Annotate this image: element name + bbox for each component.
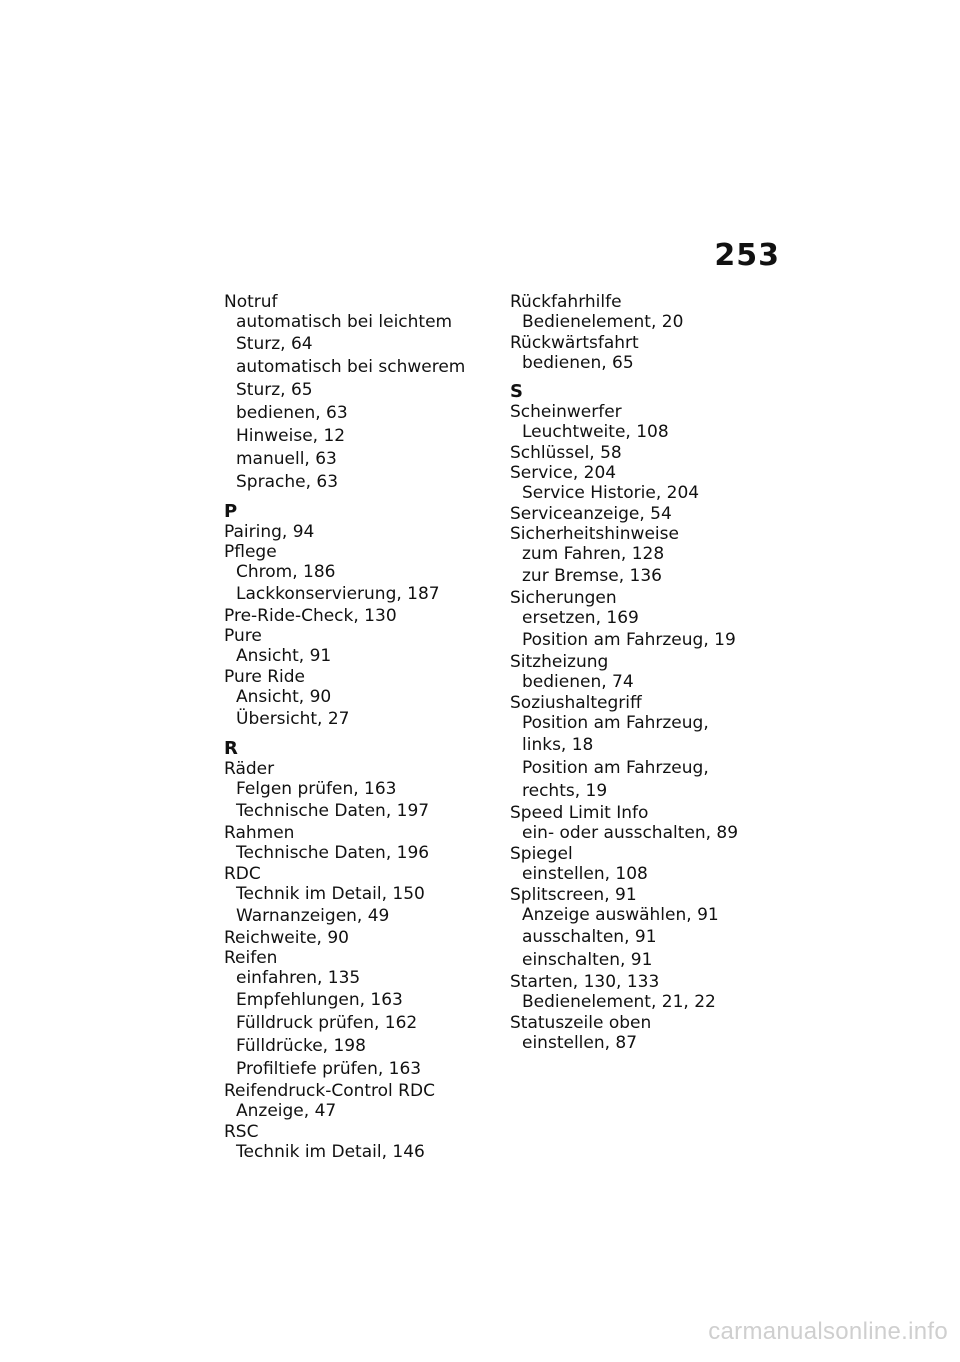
watermark: carmanualsonline.info	[708, 1318, 948, 1345]
index-entry: Spiegel	[510, 844, 573, 864]
index-section-letter: S	[510, 381, 523, 402]
index-subentry: Übersicht, 27	[236, 709, 350, 729]
index-subentry: Anzeige auswählen, 91	[522, 905, 719, 925]
index-subentry: einschalten, 91	[522, 950, 653, 970]
index-entry: Scheinwerfer	[510, 402, 622, 422]
index-entry: Sicherungen	[510, 588, 617, 608]
index-subentry: zur Bremse, 136	[522, 566, 662, 586]
index-subentry: Technische Daten, 197	[236, 801, 430, 821]
index-subentry: einstellen, 87	[522, 1033, 638, 1053]
index-subentry: Leuchtweite, 108	[522, 422, 669, 442]
index-subentry: einstellen, 108	[522, 864, 648, 884]
index-section-letter: P	[224, 501, 238, 522]
index-entry: Starten, 130, 133	[510, 972, 660, 992]
index-entry: Reifendruck-Control RDC	[224, 1081, 435, 1101]
index-entry: Pre-Ride-Check, 130	[224, 606, 397, 626]
index-column-left	[224, 292, 494, 1162]
index-subentry: Sturz, 65	[236, 380, 313, 400]
index-subentry: ersetzen, 169	[522, 608, 639, 628]
index-entry: Reifen	[224, 948, 278, 968]
page-number: 253	[714, 238, 780, 273]
index-subentry: Warnanzeigen, 49	[236, 906, 390, 926]
index-subentry: einfahren, 135	[236, 968, 361, 988]
index-subentry: Ansicht, 91	[236, 646, 332, 666]
index-subentry: ein- oder ausschalten, 89	[522, 823, 739, 843]
index-subentry: automatisch bei leichtem	[236, 312, 453, 332]
index-entry: Notruf	[224, 292, 278, 312]
index-subentry: links, 18	[522, 735, 594, 755]
index-subentry: ausschalten, 91	[522, 927, 657, 947]
index-subentry: Service Historie, 204	[522, 483, 700, 503]
index-subentry: Fülldrücke, 198	[236, 1036, 366, 1056]
index-subentry: zum Fahren, 128	[522, 544, 665, 564]
index-entry: Pflege	[224, 542, 277, 562]
index-subentry: rechts, 19	[522, 781, 608, 801]
index-subentry: Felgen prüfen, 163	[236, 779, 397, 799]
index-entry: Splitscreen, 91	[510, 885, 637, 905]
index-subentry: Fülldruck prüfen, 162	[236, 1013, 418, 1033]
index-entry: Rückfahrhilfe	[510, 292, 622, 312]
index-subentry: Empfehlungen, 163	[236, 990, 403, 1010]
index-entry: Sicherheitshinweise	[510, 524, 679, 544]
index-section-letter: R	[224, 738, 238, 759]
index-entry: Serviceanzeige, 54	[510, 504, 672, 524]
index-entry: Pure Ride	[224, 667, 305, 687]
index-subentry: bedienen, 74	[522, 672, 634, 692]
index-entry: Rückwärtsfahrt	[510, 333, 639, 353]
index-entry: RSC	[224, 1122, 259, 1142]
index-entry: Pure	[224, 626, 262, 646]
index-subentry: Hinweise, 12	[236, 426, 346, 446]
index-entry: Schlüssel, 58	[510, 443, 622, 463]
index-subentry: Anzeige, 47	[236, 1101, 337, 1121]
index-subentry: Technik im Detail, 146	[236, 1142, 425, 1162]
index-subentry: Sprache, 63	[236, 472, 339, 492]
index-entry: Sitzheizung	[510, 652, 609, 672]
index-subentry: Ansicht, 90	[236, 687, 332, 707]
index-entry: Reichweite, 90	[224, 928, 350, 948]
index-subentry: Bedienelement, 20	[522, 312, 684, 332]
index-subentry: Lackkonservierung, 187	[236, 584, 440, 604]
index-subentry: Position am Fahrzeug,	[522, 758, 709, 778]
index-subentry: bedienen, 63	[236, 403, 348, 423]
index-entry: Service, 204	[510, 463, 617, 483]
index-column-right	[510, 292, 780, 1053]
index-subentry: Sturz, 64	[236, 334, 313, 354]
index-subentry: manuell, 63	[236, 449, 337, 469]
index-subentry: Profiltiefe prüfen, 163	[236, 1059, 422, 1079]
index-subentry: Bedienelement, 21, 22	[522, 992, 716, 1012]
index-subentry: Chrom, 186	[236, 562, 336, 582]
index-entry: Räder	[224, 759, 275, 779]
index-subentry: Technische Daten, 196	[236, 843, 430, 863]
index-entry: Soziushaltegriff	[510, 693, 642, 713]
index-entry: Rahmen	[224, 823, 295, 843]
index-entry: Speed Limit Info	[510, 803, 649, 823]
index-subentry: Position am Fahrzeug,	[522, 713, 709, 733]
index-subentry: automatisch bei schwerem	[236, 357, 466, 377]
index-subentry: Position am Fahrzeug, 19	[522, 630, 736, 650]
index-entry: Statuszeile oben	[510, 1013, 652, 1033]
index-entry: Pairing, 94	[224, 522, 315, 542]
index-entry: RDC	[224, 864, 261, 884]
index-subentry: bedienen, 65	[522, 353, 634, 373]
index-subentry: Technik im Detail, 150	[236, 884, 425, 904]
